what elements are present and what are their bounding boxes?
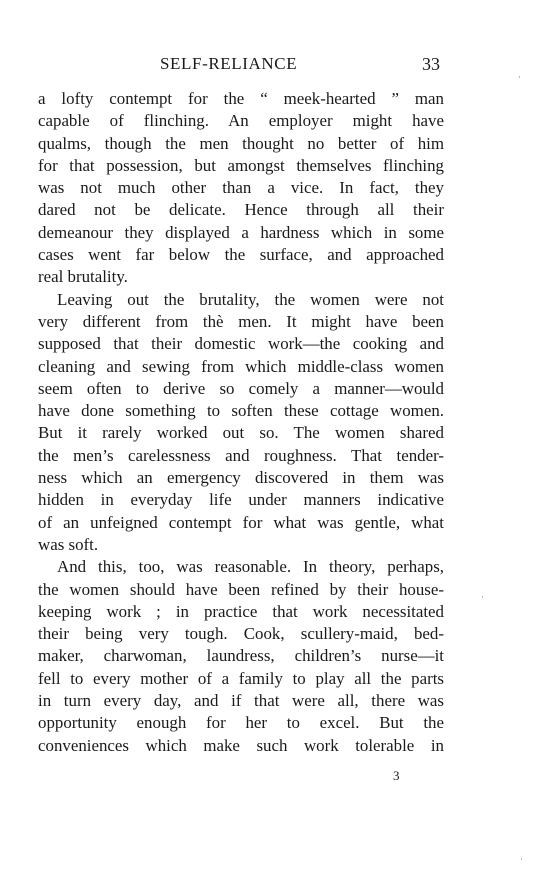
text-line: conveniences which make such work tolerable in	[38, 735, 444, 755]
paper-speck	[482, 596, 483, 598]
text-line: ness which an emergency discovered in them was	[38, 468, 444, 488]
signature-mark: 3	[393, 768, 400, 783]
text-line: But it rarely worked out so. The women shared	[38, 423, 444, 443]
paragraph-start-line: Leaving out the brutality, the women were not	[57, 289, 444, 309]
text-line: the women should have been refined by their house-	[38, 579, 444, 599]
text-line: maker, charwoman, laundress, children’s nurse—it	[38, 646, 444, 666]
paragraph-start-line: And this, too, was reasonable. In theory, perhaps,	[57, 557, 444, 577]
paper-speck	[521, 858, 522, 860]
text-line: in turn every day, and if that were all, there was	[38, 691, 444, 711]
text-line: cleaning and sewing from which middle-class women	[38, 356, 444, 376]
text-line: capable of flinching. An employer might have	[38, 111, 444, 131]
paper-speck	[519, 76, 520, 78]
text-line: keeping work ; in practice that work necessitated	[38, 601, 444, 621]
running-head	[0, 54, 552, 78]
text-line: was soft.	[38, 534, 99, 554]
text-line: very different from thè men. It might have been	[38, 311, 444, 331]
text-line: their being very tough. Cook, scullery-maid, bed-	[38, 624, 444, 644]
text-line: cases went far below the surface, and approached	[38, 245, 444, 265]
text-line: was not much other than a vice. In fact, they	[38, 178, 444, 198]
text-line: a lofty contempt for the “ meek-hearted ” man	[38, 89, 444, 108]
text-line: for that possession, but amongst themselves flinching	[38, 155, 444, 175]
body-text	[38, 88, 444, 757]
text-line: seem often to derive so comely a manner—would	[38, 378, 444, 398]
text-line: of an unfeigned contempt for what was gentle, what	[38, 512, 444, 532]
text-line: qualms, though the men thought no better of him	[38, 133, 444, 153]
text-line: the men’s carelessness and roughness. That tender-	[38, 445, 444, 465]
text-line: hidden in everyday life under manners indicative	[38, 490, 444, 510]
text-line: opportunity enough for her to excel. But the	[38, 713, 444, 733]
running-title: SELF-RELIANCE	[160, 54, 298, 73]
text-line: demeanour they displayed a hardness which in some	[38, 222, 444, 242]
text-line: dared not be delicate. Hence through all their	[38, 200, 444, 220]
text-line: fell to every mother of a family to play all the parts	[38, 668, 444, 688]
page-number: 33	[422, 54, 440, 74]
text-line: supposed that their domestic work—the cooking and	[38, 334, 444, 354]
text-line: have done something to soften these cottage women.	[38, 401, 444, 421]
text-line: real brutality.	[38, 267, 128, 287]
